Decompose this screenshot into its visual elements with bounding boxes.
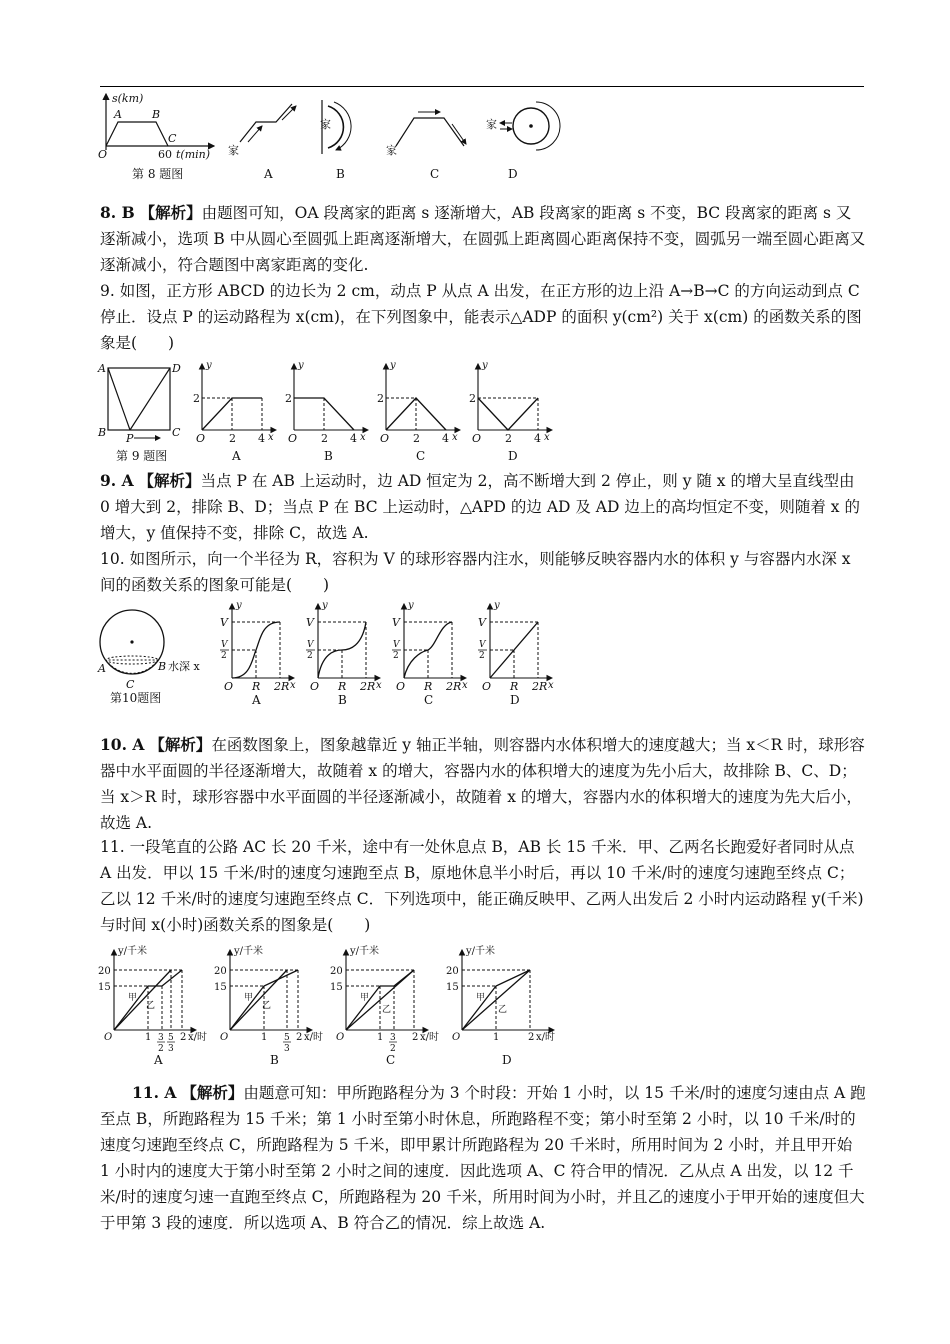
fig11-label-b: B <box>270 1053 279 1066</box>
q10-text: 在函数图象上，图象越靠近 y 轴正半轴，则容器内水体积增大的速度越大；当 x＜R 时，球形容器中水平面圆的半径逐渐增大，故随着 x 的增大，容器内水的体积增大的速度为先小后大，故排除 B、C、D；当 x＞R 时，球形容器中水平面圆的半径逐渐减小，故随着 x 的增大，容器内水的体积增大的速度为先大后小，故选 A. <box>100 736 865 832</box>
fig10-option-a <box>220 600 296 707</box>
fig10-b-v: V <box>306 616 314 629</box>
fig11-b-t1: 1 <box>261 1032 268 1043</box>
fig11-d-yi-label: 乙 <box>498 1005 508 1015</box>
q10-num: 10. A <box>100 735 145 754</box>
fig9-dp <box>130 368 170 430</box>
fig9-c-ty2: 2 <box>377 392 384 405</box>
fig11-a-o: O <box>104 1032 113 1043</box>
fig9-sq-c: C <box>172 426 181 439</box>
fig9-c-o: O <box>380 432 390 445</box>
q11-question: 11. 一段笔直的公路 AC 长 20 千米，途中有一处休息点 B，AB 长 15 千米．甲、乙两名长跑爱好者同时从点 A 出发．甲以 15 千米/时的速度匀速跑至点 B，原地休息半小时后，再以 10 千米/时的速度匀速跑至终点 C；乙以 12 千米/时的速度匀速跑至终点 C．下列选项中，能正确反映甲、乙两人出发后 2 小时内运动路程 y(千米)与时间 x(小时)函数关系的图象是( ) <box>100 838 864 934</box>
fig11-c-yi-label: 乙 <box>382 1005 392 1015</box>
fig10-label-c: C <box>424 693 434 707</box>
fig9-a-t2: 2 <box>229 432 236 445</box>
fig11-d-o: O <box>452 1032 461 1043</box>
fig8-label-d: D <box>508 167 518 181</box>
fig11-a-jia-label: 甲 <box>128 993 138 1003</box>
fig10-d-o: O <box>482 680 492 693</box>
fig9-option-c <box>377 360 460 463</box>
fig10-pt-a: A <box>98 662 106 675</box>
fig11-c-f3d: 2 <box>390 1044 396 1054</box>
fig10-d-y: y <box>494 600 500 611</box>
fig8-opt-a-arrow <box>248 126 262 142</box>
fig11-a-y15: 15 <box>98 982 111 993</box>
fig11-b-t2: 2 <box>296 1032 303 1043</box>
fig11-b-y20: 20 <box>214 966 227 977</box>
fig9-sq-a: A <box>98 362 106 375</box>
fig11-label-c: C <box>386 1053 396 1066</box>
q11-answer <box>100 1080 866 1236</box>
fig9-b-ty2: 2 <box>285 392 292 405</box>
fig9-label-c: C <box>416 449 426 463</box>
fig8-pt-c: C <box>168 132 177 145</box>
fig9-c-t4: 4 <box>442 432 449 445</box>
fig11-d-xlabel: x/时 <box>536 1032 556 1043</box>
fig10-d-r: R <box>510 680 519 693</box>
fig10-c-vhn: V <box>393 640 400 650</box>
fig9-a-t4: 4 <box>258 432 265 445</box>
fig11-a-f5d: 3 <box>168 1044 174 1054</box>
fig11-a-f3n: 3 <box>158 1033 164 1043</box>
fig10-option-c <box>392 600 468 707</box>
fig10-option-d <box>478 600 554 707</box>
fig9-b-t2: 2 <box>321 432 328 445</box>
fig11-d-t2: 2 <box>528 1032 535 1043</box>
fig10-c-y: y <box>408 600 414 611</box>
fig11-b-xlabel: x/时 <box>304 1032 324 1043</box>
fig10-label-d: D <box>510 693 520 707</box>
fig10-option-b <box>306 600 382 707</box>
fig9-label-a: A <box>232 449 241 463</box>
q10-tag: 【解析】 <box>149 735 212 754</box>
fig9-a-x: x <box>268 432 274 443</box>
fig8-label-c: C <box>430 167 440 181</box>
fig10-d-vhd: 2 <box>479 651 485 661</box>
q9-question: 9. 如图，正方形 ABCD 的边长为 2 cm，动点 P 从点 A 出发，在正方形的边上沿 A→B→C 的方向运动到点 C 停止．设点 P 的运动路程为 x(cm)，在下列图象中，能表示△ADP 的面积 y(cm²) 关于 x(cm) 的函数关系的图象是( ) <box>100 282 862 352</box>
fig10-water <box>106 660 158 673</box>
q10-answer <box>100 732 866 836</box>
q11-tag: 【解析】 <box>181 1083 244 1102</box>
fig11-a-t2: 2 <box>180 1032 187 1043</box>
fig8-ylabel: s(km) <box>112 92 144 105</box>
fig8-graph-line <box>106 122 168 146</box>
fig9-sq-d: D <box>172 362 181 375</box>
fig9-d-t2: 2 <box>505 432 512 445</box>
fig10-b-2r: 2R <box>360 680 376 693</box>
fig9-caption: 第 9 题图 <box>116 449 168 463</box>
fig8-tick-60: 60 <box>158 148 172 161</box>
fig10-a-r: R <box>252 680 261 693</box>
fig9-a-o: O <box>196 432 206 445</box>
fig10-d-x: x <box>548 680 554 691</box>
fig10-a-v: V <box>220 616 228 629</box>
fig9-sq-p: P <box>126 432 134 445</box>
fig10-d-v: V <box>478 616 486 629</box>
fig9-sq-b: B <box>98 426 107 439</box>
fig10-c-x: x <box>462 680 468 691</box>
fig11-d-ylabel: y/千米 <box>466 946 496 957</box>
q9-text: 当点 P 在 AB 上运动时，边 AD 恒定为 2，高不断增大到 2 停止，则 y 随 x 的增大呈直线型由 0 增大到 2，排除 B、D；当点 P 在 BC 上运动时，△APD 的边 AD 及 AD 边上的高均恒定不变，则随着 x 的增大，y 值保持不变，排除 C，故选 A. <box>100 472 860 542</box>
fig11-option-a <box>98 944 207 1066</box>
fig11-a-xlabel: x/时 <box>188 1032 208 1043</box>
fig9-c-x: x <box>452 432 458 443</box>
fig11-c-o: O <box>336 1032 345 1043</box>
fig10-b-o: O <box>310 680 320 693</box>
fig11-b-ylabel: y/千米 <box>234 946 264 957</box>
fig10-d-vhn: V <box>479 640 486 650</box>
fig11-b-y15: 15 <box>214 982 227 993</box>
fig9-option-a <box>193 360 276 463</box>
fig10-c-v: V <box>392 616 400 629</box>
fig8-origin: O <box>98 148 108 161</box>
fig10-c-r: R <box>424 680 433 693</box>
fig11-d-y20: 20 <box>446 966 459 977</box>
fig9-label-b: B <box>324 449 333 463</box>
fig11-c-xlabel: x/时 <box>420 1032 440 1043</box>
fig10-sphere-center <box>130 640 133 643</box>
fig9-a-ty2: 2 <box>193 392 200 405</box>
fig11-a-t1: 1 <box>145 1032 152 1043</box>
q8-answer <box>100 200 866 278</box>
fig11-label-a: A <box>154 1053 163 1066</box>
fig8-label-b: B <box>336 167 345 181</box>
fig9-a-y: y <box>206 360 212 371</box>
fig11-c-t2: 2 <box>412 1032 419 1043</box>
fig10-c-o: O <box>396 680 406 693</box>
fig11-d-y15: 15 <box>446 982 459 993</box>
fig10-b-r: R <box>338 680 347 693</box>
fig10-a-vhd: 2 <box>221 651 227 661</box>
fig9-c-y: y <box>390 360 396 371</box>
fig9-b-o: O <box>288 432 298 445</box>
figure-9 <box>96 360 566 470</box>
fig11-option-c <box>330 944 439 1066</box>
fig10-water-depth: 水深 x <box>168 660 200 673</box>
fig11-b-o: O <box>220 1032 229 1043</box>
fig11-c-y20: 20 <box>330 966 343 977</box>
fig9-d-y: y <box>482 360 488 371</box>
fig9-c-t2: 2 <box>413 432 420 445</box>
fig9-option-d <box>469 360 552 463</box>
fig11-b-yi-label: 乙 <box>262 1001 272 1011</box>
fig9-b-x: x <box>360 432 366 443</box>
fig11-c-f3n: 3 <box>390 1033 396 1043</box>
fig10-a-2r: 2R <box>274 680 290 693</box>
fig9-d-x: x <box>544 432 550 443</box>
fig10-b-y: y <box>322 600 328 611</box>
header-rule <box>100 86 864 87</box>
fig11-a-y20: 20 <box>98 966 111 977</box>
fig11-c-ylabel: y/千米 <box>350 946 380 957</box>
fig9-option-b <box>285 360 368 463</box>
q11-text: 由题意可知：甲所跑路程分为 3 个时段：开始 1 小时，以 15 千米/时的速度匀速由点 A 跑至点 B，所跑路程为 15 千米；第 1 小时至第小时休息，所跑路程不变；第小时至第 2 小时，以 10 千米/时的速度匀速跑至终点 C，所跑路程为 5 千米，即甲累计所跑路程为 20 千米时，所用时间为 2 小时，并且甲开始 1 小时内的速度大于第小时至第 2 小时之间的速度．因此选项 A、C 符合甲的情况．乙从点 A 出发，以 12 千米/时的速度匀速一直跑至终点 C，所跑路程为 20 千米，所用时间为小时，并且乙的速度小于甲开始的速度但大于甲第 3 段的速度．所以选项 A、B 符合乙的情况．综上故选 A. <box>100 1084 866 1232</box>
fig11-c-jia-label: 甲 <box>360 993 370 1003</box>
fig10-a-x: x <box>290 680 296 691</box>
fig8-opt-a-path <box>240 104 292 142</box>
fig10-b-vhd: 2 <box>307 651 313 661</box>
fig10-pt-b: B <box>158 660 167 673</box>
fig8-opt-b-home: 家 <box>320 118 331 131</box>
fig9-d-t4: 4 <box>534 432 541 445</box>
fig9-b-y: y <box>298 360 304 371</box>
fig11-c-t1: 1 <box>377 1032 384 1043</box>
fig11-label-d: D <box>502 1053 512 1066</box>
fig8-pt-a: A <box>114 108 122 121</box>
q9-answer <box>100 468 866 546</box>
fig10-a-o: O <box>224 680 234 693</box>
q10-question: 10. 如图所示，向一个半径为 R，容积为 V 的球形容器内注水，则能够反映容器内水的体积 y 与容器内水深 x 间的函数关系的图象可能是( ) <box>100 550 851 594</box>
figure-8 <box>96 90 566 185</box>
fig10-b-x: x <box>376 680 382 691</box>
fig11-c-y15: 15 <box>330 982 343 993</box>
fig8-opt-c-home: 家 <box>386 144 397 157</box>
figure-10 <box>96 600 566 712</box>
fig10-c-vhd: 2 <box>393 651 399 661</box>
fig8-opt-d-home: 家 <box>486 118 497 131</box>
fig10-label-b: B <box>338 693 347 707</box>
fig8-opt-d-outer <box>536 102 560 150</box>
figure-11 <box>96 944 576 1066</box>
fig11-a-f5n: 5 <box>168 1033 174 1043</box>
fig11-b-f5n: 5 <box>284 1033 290 1043</box>
q8-num: 8. B <box>100 203 135 222</box>
fig10-a-vhn: V <box>221 640 228 650</box>
fig8-opt-d-center <box>529 124 533 128</box>
fig8-opt-a-home: 家 <box>228 144 239 157</box>
q8-tag: 【解析】 <box>139 203 202 222</box>
fig10-caption: 第10题图 <box>110 691 162 705</box>
q11-num: 11. A <box>132 1083 177 1102</box>
fig8-opt-c-path <box>396 118 464 146</box>
fig11-a-f3d: 2 <box>158 1044 164 1054</box>
fig11-b-f5d: 3 <box>284 1044 290 1054</box>
fig9-label-d: D <box>508 449 518 463</box>
fig11-b-jia-label: 甲 <box>244 993 254 1003</box>
fig10-c-2r: 2R <box>446 680 462 693</box>
fig8-opt-c-arrow2 <box>452 124 466 144</box>
fig11-a-yi-label: 乙 <box>146 1001 156 1011</box>
fig10-b-vhn: V <box>307 640 314 650</box>
fig9-d-graph <box>478 398 538 430</box>
fig11-a-ylabel: y/千米 <box>118 946 148 957</box>
fig11-d-jia-label: 甲 <box>476 993 486 1003</box>
fig11-d-t1: 1 <box>493 1032 500 1043</box>
q8-text: 由题图可知，OA 段离家的距离 s 逐渐增大，AB 段离家的距离 s 不变，BC 段离家的距离 s 又逐渐减小，选项 B 中从圆心至圆弧上距离逐渐增大，在圆弧上距离圆心距离保持不变，圆弧另一端至圆心距离又逐渐减小，符合题图中离家距离的变化. <box>100 204 866 274</box>
fig8-label-a: A <box>264 167 273 181</box>
fig9-square <box>108 368 170 430</box>
fig8-caption: 第 8 题图 <box>132 167 184 181</box>
fig8-xlabel: t(min) <box>176 148 211 161</box>
fig10-a-y: y <box>236 600 242 611</box>
fig11-b-yi <box>230 970 287 1030</box>
fig9-b-t4: 4 <box>350 432 357 445</box>
fig10-label-a: A <box>252 693 261 707</box>
q9-num: 9. A <box>100 471 134 490</box>
fig8-pt-b: B <box>152 108 161 121</box>
q9-tag: 【解析】 <box>138 471 201 490</box>
fig10-d-2r: 2R <box>532 680 548 693</box>
fig9-d-o: O <box>472 432 482 445</box>
fig9-d-ty2: 2 <box>469 392 476 405</box>
fig11-option-b <box>214 944 323 1066</box>
fig9-ap <box>108 368 130 430</box>
fig10-pt-c: C <box>126 678 135 691</box>
fig11-option-d <box>446 944 555 1066</box>
